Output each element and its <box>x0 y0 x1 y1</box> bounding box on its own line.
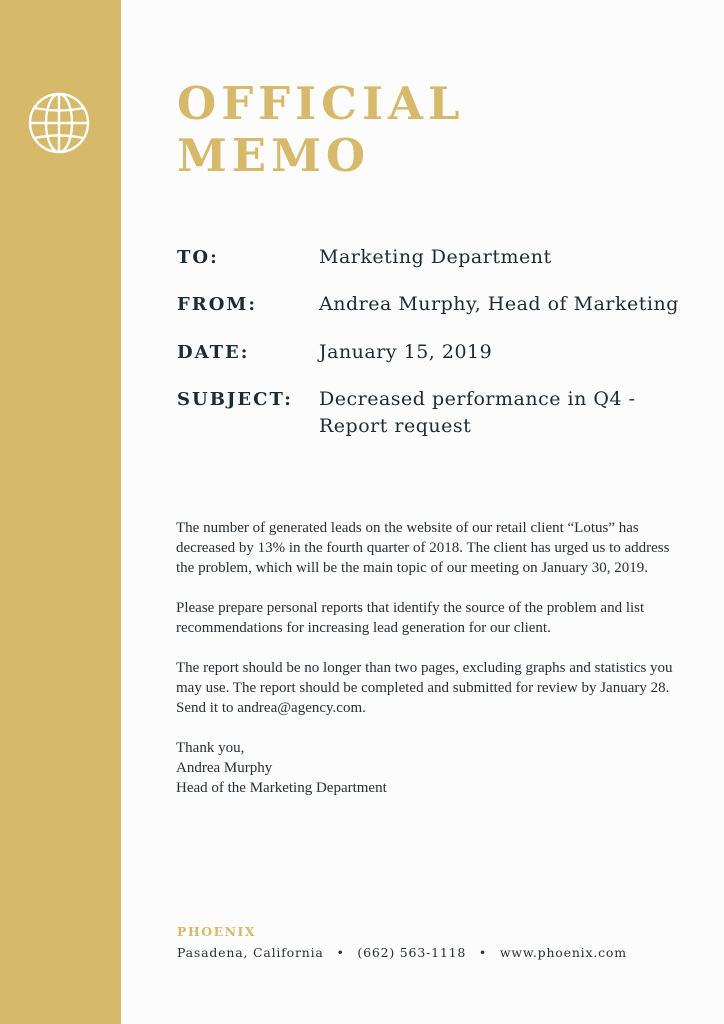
sidebar-accent-bar <box>0 0 121 1024</box>
field-subject-label: SUBJECT: <box>177 389 293 410</box>
signature-name: Andrea Murphy <box>176 760 273 776</box>
field-date-label: DATE: <box>177 342 250 363</box>
body-paragraph-2: Please prepare personal reports that identify the source of the problem and list recommendations for increasing lead generation for our client. <box>176 600 645 636</box>
footer-phone: (662) 563-1118 <box>357 945 467 960</box>
field-subject-value: Decreased performance in Q4 - Report request <box>319 388 636 437</box>
memo-title-line1: OFFICIAL <box>177 77 465 130</box>
memo-body <box>176 518 686 798</box>
memo-title <box>177 78 465 182</box>
footer-separator-2: • <box>478 945 488 960</box>
body-paragraph-1: The number of generated leads on the website of our retail client “Lotus” has decreased by 13% in the fourth quarter of 2018. The client has urged us to address the problem, which will be the main topic of our meeting on January 30, 2019. <box>176 520 670 576</box>
footer-contact-line <box>177 945 627 960</box>
footer-website: www.phoenix.com <box>499 945 627 960</box>
field-to-value: Marketing Department <box>319 246 552 268</box>
footer-separator-1: • <box>336 945 345 960</box>
memo-title-line2: MEMO <box>177 129 371 182</box>
footer-address: Pasadena, California <box>177 945 324 960</box>
signature-block <box>176 738 686 798</box>
body-paragraph-3: The report should be no longer than two pages, excluding graphs and statistics you may use. The report should be completed and submitted for review by January 28. Send it to andrea@agency.com. <box>176 660 673 716</box>
field-to-label: TO: <box>177 247 219 268</box>
field-from-label: FROM: <box>177 294 257 315</box>
footer-brand: PHOENIX <box>177 924 257 939</box>
signature-closing: Thank you, <box>176 740 245 756</box>
signature-role: Head of the Marketing Department <box>176 780 387 796</box>
field-date-value: January 15, 2019 <box>319 341 493 363</box>
field-from-value: Andrea Murphy, Head of Marketing <box>319 293 679 315</box>
globe-icon <box>27 91 91 155</box>
